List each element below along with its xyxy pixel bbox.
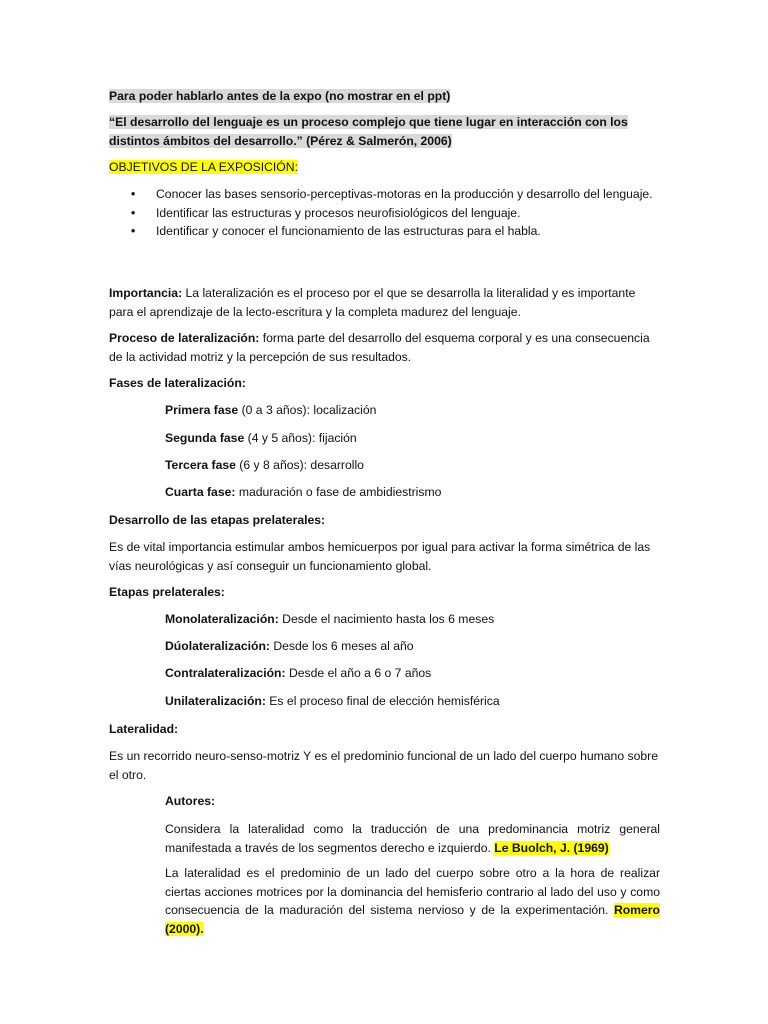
quote-line-1: “El desarrollo del lenguaje es un proceso complejo que tiene lugar en interacción con los — [109, 115, 628, 129]
proceso-label: Proceso de lateralización: — [109, 331, 260, 345]
lateralidad-heading: Lateralidad: — [109, 722, 179, 736]
autor-2-text: La lateralidad es el predominio de un lado del cuerpo sobre otro a la hora de realizar ciertas acciones motrices por la dominancia del hemisferio contrario al lado del uso y como consecuencia de la maduración del sistema nervioso y de la experimentación. — [165, 866, 660, 917]
header-note: Para poder hablarlo antes de la expo (no mostrar en el ppt) — [109, 89, 451, 103]
objective-item: • Identificar y conocer el funcionamiento de las estructuras para el habla. — [109, 222, 659, 241]
fase-item: Primera fase (0 a 3 años): localización — [165, 403, 377, 417]
autor-1-text: Considera la lateralidad como la traducción de una predominancia motriz general manifestada a través de los segmentos derecho e izquierdo. — [165, 822, 660, 855]
autor-1-citation: Le Buolch, J. (1969) — [494, 840, 609, 855]
desarrollo-heading: Desarrollo de las etapas prelaterales: — [109, 513, 326, 527]
bullet-icon: • — [131, 205, 136, 220]
fases-heading: Fases de lateralización: — [109, 376, 246, 390]
objectives-heading-line — [109, 158, 659, 177]
autor-paragraph-1 — [165, 820, 660, 857]
proceso-paragraph — [109, 329, 659, 366]
lateralidad-text: Es un recorrido neuro-senso-motriz Y es el predominio funcional de un lado del cuerpo humano sobre el otro. — [109, 749, 658, 782]
bullet-icon: • — [131, 224, 136, 238]
importancia-label: Importancia: — [109, 286, 183, 300]
desarrollo-text: Es de vital importancia estimular ambos hemicuerpos por igual para activar la forma simétrica de las vías neurológicas y así conseguir un funcionamiento global. — [109, 540, 651, 573]
fase-item: Cuarta fase: maduración o fase de ambidiestrismo — [165, 485, 442, 499]
autor-paragraph-2 — [165, 864, 660, 938]
objectives-list — [109, 185, 659, 241]
etapa-item: Unilateralización: Es el proceso final de elección hemisférica — [165, 694, 500, 708]
importancia-paragraph — [109, 284, 659, 321]
etapa-item: Contralateralización: Desde el año a 6 o 7 años — [165, 666, 432, 680]
autor-2-citation: Romero (2000). — [165, 903, 660, 936]
quote-line-2: distintos ámbitos del desarrollo.” (Pérez & Salmerón, 2006) — [109, 133, 452, 148]
autores-heading: Autores: — [165, 794, 216, 808]
objective-item: • Conocer las bases sensorio-perceptivas-motoras en la producción y desarrollo del lenguaje. — [109, 185, 659, 204]
etapa-item: Monolateralización: Desde el nacimiento hasta los 6 meses — [165, 612, 495, 626]
etapas-heading: Etapas prelaterales: — [109, 585, 225, 599]
importancia-text: La lateralización es el proceso por el que se desarrolla la literalidad y es importante para el aprendizaje de la lecto-escritura y la completa madurez del lenguaje. — [109, 286, 636, 319]
objectives-heading: OBJETIVOS DE LA EXPOSICIÓN: — [109, 160, 298, 174]
bullet-icon: • — [131, 187, 136, 201]
fase-item: Tercera fase (6 y 8 años): desarrollo — [165, 458, 364, 472]
etapa-item: Dúolateralización: Desde los 6 meses al año — [165, 639, 414, 653]
objective-item: • Identificar las estructuras y procesos neurofisiológicos del lenguaje. — [109, 204, 659, 223]
quote-block — [109, 113, 659, 150]
fase-item: Segunda fase (4 y 5 años): fijación — [165, 431, 357, 445]
header-note-line — [109, 87, 659, 106]
proceso-text: forma parte del desarrollo del esquema corporal y es una consecuencia de la actividad motriz y la percepción de sus resultados. — [109, 331, 650, 364]
